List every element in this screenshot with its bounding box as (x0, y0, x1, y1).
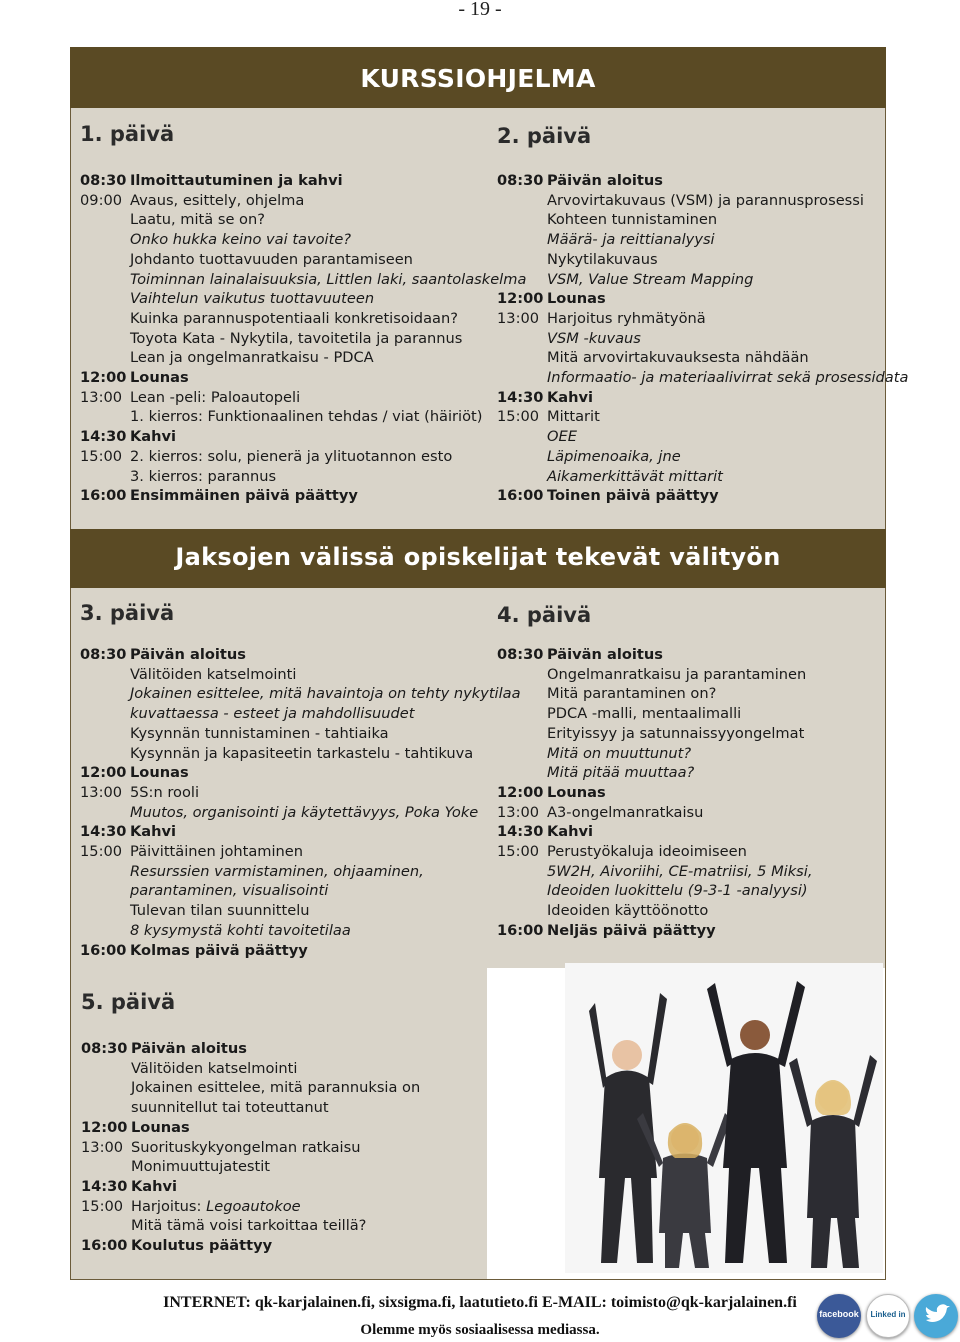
schedule-row (81, 1138, 420, 1158)
schedule-row (81, 1197, 420, 1217)
schedule-text: Päivän aloitus (547, 172, 663, 189)
schedule-text: suunnitellut tai toteuttanut (131, 1099, 329, 1117)
schedule-row (80, 921, 521, 941)
schedule-time: 14:30 (497, 388, 544, 406)
schedule-row (80, 486, 526, 506)
schedule-time (80, 665, 130, 685)
schedule-row (81, 1039, 420, 1059)
footer-contact: INTERNET: qk-karjalainen.fi, sixsigma.fi, laatutieto.fi E-MAIL: toimisto@qk-karjalainen.fi (163, 1294, 797, 1311)
schedule-row (497, 467, 908, 487)
day-2-schedule (497, 171, 908, 506)
schedule-row (80, 901, 521, 921)
schedule-row (81, 1177, 420, 1197)
schedule-time: 13:00 (497, 803, 540, 821)
schedule-row (80, 210, 526, 230)
schedule-time (80, 921, 130, 941)
schedule-text: Kysynnän tunnistaminen - tahtiaika (130, 724, 389, 742)
schedule-row (81, 1118, 420, 1138)
schedule-text: Mitä tämä voisi tarkoittaa teillä? (131, 1217, 367, 1235)
schedule-text: Kahvi (547, 388, 594, 406)
schedule-row (80, 842, 521, 862)
schedule-time: 16:00 (80, 941, 127, 959)
schedule-time: 08:30 (81, 1040, 128, 1057)
schedule-text: Ongelmanratkaisu ja parantaminen (547, 665, 807, 683)
schedule-row (80, 803, 521, 823)
linkedin-icon[interactable] (866, 1294, 910, 1338)
schedule-text: Aikamerkittävät mittarit (547, 467, 723, 485)
day-2-title: 2. päivä (497, 124, 592, 148)
schedule-text: Toinen päivä päättyy (547, 487, 719, 505)
schedule-time (80, 329, 130, 349)
facebook-icon[interactable] (817, 1294, 861, 1338)
day-5-schedule (81, 1039, 420, 1256)
schedule-time (80, 901, 130, 921)
schedule-row (497, 665, 812, 685)
schedule-time (497, 684, 547, 704)
schedule-text: Päivän aloitus (130, 646, 246, 663)
schedule-text: Avaus, esittely, ohjelma (130, 191, 305, 209)
schedule-time: 14:30 (80, 823, 127, 841)
schedule-row (497, 901, 812, 921)
schedule-row (80, 862, 521, 882)
schedule-text: Mitä arvovirtakuvauksesta nähdään (547, 349, 809, 367)
schedule-text: parantaminen, visualisointi (130, 882, 329, 900)
schedule-time: 16:00 (497, 487, 544, 505)
schedule-time: 15:00 (497, 408, 540, 426)
schedule-time (497, 230, 547, 250)
schedule-row (497, 763, 812, 783)
interim-banner: Jaksojen välissä opiskelijat tekevät välityön (70, 529, 886, 588)
schedule-row (497, 822, 812, 842)
schedule-time: 14:30 (80, 428, 127, 446)
schedule-row (497, 744, 812, 764)
schedule-row (80, 684, 521, 704)
schedule-time: 16:00 (497, 921, 544, 939)
schedule-text: VSM -kuvaus (547, 329, 641, 347)
facebook-icon-label: facebook (819, 1309, 859, 1319)
schedule-text: Lounas (131, 1118, 190, 1136)
schedule-row (497, 704, 812, 724)
schedule-row (497, 783, 812, 803)
schedule-time (80, 724, 130, 744)
schedule-text: Lounas (547, 290, 606, 308)
schedule-text-italic: Legoautokoe (206, 1197, 301, 1215)
schedule-row (497, 724, 812, 744)
schedule-text: Ensimmäinen päivä päättyy (130, 487, 358, 505)
schedule-text: Jokainen esittelee, mitä havaintoja on tehty nykytilaa (130, 685, 521, 703)
schedule-text: Nykytilakuvaus (547, 250, 658, 268)
schedule-row (497, 921, 812, 941)
schedule-row (80, 230, 526, 250)
schedule-time (80, 309, 130, 329)
schedule-time (497, 210, 547, 230)
schedule-text: Välitöiden katselmointi (131, 1059, 298, 1077)
schedule-text-plain: Harjoitus: (131, 1197, 207, 1215)
schedule-row (81, 1216, 420, 1236)
twitter-bird-glyph (914, 1294, 958, 1338)
schedule-time (80, 407, 130, 427)
day-5-title: 5. päivä (81, 990, 176, 1014)
schedule-row (497, 684, 812, 704)
schedule-text: Määrä- ja reittianalyysi (547, 231, 715, 249)
schedule-row (80, 270, 526, 290)
schedule-row (497, 309, 908, 329)
schedule-row (80, 763, 521, 783)
schedule-time: 08:30 (497, 172, 544, 189)
schedule-row (80, 191, 526, 211)
schedule-time (81, 1157, 131, 1177)
schedule-text: 1. kierros: Funktionaalinen tehdas / viat (häiriöt) (130, 408, 483, 426)
schedule-row (80, 724, 521, 744)
schedule-text: Läpimenoaika, jne (547, 447, 681, 465)
day-4-schedule (497, 645, 812, 941)
schedule-time: 12:00 (497, 290, 544, 308)
schedule-time: 13:00 (80, 783, 123, 801)
schedule-row (80, 645, 521, 665)
schedule-row (80, 388, 526, 408)
schedule-time (497, 901, 547, 921)
schedule-time (497, 427, 547, 447)
schedule-row (81, 1157, 420, 1177)
schedule-row (497, 842, 812, 862)
schedule-row (80, 171, 526, 191)
schedule-time (80, 467, 130, 487)
schedule-row (497, 368, 908, 388)
schedule-text: Muutos, organisointi ja käytettävyys, Poka Yoke (130, 803, 479, 821)
schedule-text: A3-ongelmanratkaisu (547, 803, 704, 821)
schedule-text: 8 kysymystä kohti tavoitetilaa (130, 921, 351, 939)
schedule-time (497, 250, 547, 270)
schedule-text: Onko hukka keino vai tavoite? (130, 231, 352, 249)
schedule-time (80, 704, 130, 724)
schedule-row (81, 1078, 420, 1098)
schedule-row (80, 783, 521, 803)
schedule-time (81, 1059, 131, 1079)
schedule-row (497, 250, 908, 270)
schedule-row (80, 744, 521, 764)
schedule-time (497, 270, 547, 290)
schedule-text: PDCA -malli, mentaalimalli (547, 705, 742, 723)
schedule-row (497, 447, 908, 467)
schedule-text: Neljäs päivä päättyy (547, 921, 716, 939)
header-banner: KURSSIOHJELMA (70, 47, 886, 108)
schedule-row (80, 289, 526, 309)
schedule-row (497, 210, 908, 230)
schedule-time (497, 447, 547, 467)
schedule-text: 5S:n rooli (130, 783, 199, 801)
schedule-row (81, 1236, 420, 1256)
schedule-time (497, 348, 547, 368)
schedule-row (497, 881, 812, 901)
schedule-row (497, 348, 908, 368)
schedule-text: Informaatio- ja materiaalivirrat sekä prosessidata (547, 369, 909, 387)
schedule-row (80, 941, 521, 961)
schedule-row (80, 368, 526, 388)
schedule-time: 13:00 (80, 388, 123, 406)
schedule-time (497, 704, 547, 724)
schedule-text: Arvovirtakuvaus (VSM) ja parannusprosessi (547, 191, 864, 209)
schedule-text: Ideoiden käyttöönotto (547, 902, 709, 920)
schedule-text: Monimuuttujatestit (131, 1158, 271, 1176)
schedule-row (80, 309, 526, 329)
schedule-text: Lounas (130, 764, 189, 782)
day-3-title: 3. päivä (80, 601, 175, 625)
schedule-time: 16:00 (81, 1237, 128, 1255)
linkedin-icon-label: Linked in (870, 1310, 906, 1319)
schedule-time (81, 1216, 131, 1236)
schedule-text: Kahvi (130, 823, 177, 841)
schedule-text: Lean -peli: Paloautopeli (130, 388, 301, 406)
footer-social-text: Olemme myös sosiaalisessa mediassa. (360, 1322, 600, 1338)
schedule-text: Perustyökaluja ideoimiseen (547, 843, 747, 861)
schedule-row (497, 407, 908, 427)
schedule-time (497, 881, 547, 901)
schedule-row (497, 803, 812, 823)
schedule-text: Harjoitus ryhmätyönä (547, 309, 706, 327)
schedule-text: Kolmas päivä päättyy (130, 941, 308, 959)
schedule-row (80, 665, 521, 685)
schedule-time (497, 467, 547, 487)
schedule-row (80, 329, 526, 349)
schedule-text: Laatu, mitä se on? (130, 211, 265, 229)
schedule-time: 13:00 (81, 1138, 124, 1156)
schedule-text: Toyota Kata - Nykytila, tavoitetila ja parannus (130, 329, 463, 347)
schedule-text: Lounas (547, 783, 606, 801)
schedule-text: Mitä pitää muuttaa? (547, 764, 695, 782)
schedule-text: Jokainen esittelee, mitä parannuksia on (131, 1079, 421, 1097)
schedule-row (497, 427, 908, 447)
schedule-text: Koulutus päättyy (131, 1237, 273, 1255)
twitter-icon[interactable] (914, 1294, 958, 1338)
schedule-time: 12:00 (80, 764, 127, 782)
schedule-text: Vaihtelun vaikutus tuottavuuteen (130, 290, 375, 308)
schedule-text: Lean ja ongelmanratkaisu - PDCA (130, 349, 374, 367)
schedule-text: Johdanto tuottavuuden parantamiseen (130, 250, 413, 268)
schedule-time: 16:00 (80, 487, 127, 505)
schedule-row (80, 822, 521, 842)
schedule-time (497, 368, 547, 388)
schedule-text: 2. kierros: solu, pienerä ja ylituotannon esto (130, 447, 453, 465)
schedule-text: Tulevan tilan suunnittelu (130, 902, 310, 920)
schedule-time (497, 329, 547, 349)
schedule-time (80, 270, 130, 290)
schedule-row (80, 447, 526, 467)
schedule-time (497, 191, 547, 211)
schedule-time (80, 881, 130, 901)
schedule-time (497, 862, 547, 882)
schedule-text: Ideoiden luokittelu (9-3-1 -analyysi) (547, 882, 808, 900)
schedule-text: Erityissyy ja satunnaissyyongelmat (547, 724, 805, 742)
schedule-row (81, 1098, 420, 1118)
celebrating-people-photo (565, 963, 883, 1273)
schedule-text: OEE (547, 428, 577, 446)
schedule-time (497, 744, 547, 764)
schedule-text (131, 1197, 301, 1217)
schedule-text: Resurssien varmistaminen, ohjaaminen, (130, 862, 424, 880)
schedule-time (80, 250, 130, 270)
schedule-row (497, 171, 908, 191)
schedule-time: 08:30 (80, 646, 127, 663)
schedule-text: Kysynnän ja kapasiteetin tarkastelu - tahtikuva (130, 744, 474, 762)
schedule-row (497, 289, 908, 309)
schedule-text: Päivittäinen johtaminen (130, 843, 304, 861)
schedule-text: Toiminnan lainalaisuuksia, Littlen laki, saantolaskelma (130, 270, 527, 288)
schedule-time: 08:30 (497, 646, 544, 663)
schedule-time: 15:00 (81, 1197, 124, 1215)
schedule-row (80, 407, 526, 427)
schedule-time (497, 665, 547, 685)
schedule-time (81, 1078, 131, 1098)
schedule-text: Mittarit (547, 408, 600, 426)
schedule-time: 13:00 (497, 309, 540, 327)
schedule-row (497, 645, 812, 665)
schedule-text: kuvattaessa - esteet ja mahdollisuudet (130, 705, 415, 723)
schedule-row (80, 704, 521, 724)
schedule-row (497, 862, 812, 882)
schedule-text: Ilmoittautuminen ja kahvi (130, 172, 343, 189)
schedule-text: Mitä parantaminen on? (547, 685, 717, 703)
schedule-time (80, 684, 130, 704)
schedule-time (497, 724, 547, 744)
schedule-time (497, 763, 547, 783)
schedule-text: Välitöiden katselmointi (130, 665, 297, 683)
schedule-text: Kahvi (131, 1177, 178, 1195)
schedule-time: 14:30 (497, 823, 544, 841)
schedule-time: 15:00 (80, 843, 123, 861)
schedule-time (80, 210, 130, 230)
schedule-time: 12:00 (497, 783, 544, 801)
schedule-time: 15:00 (497, 843, 540, 861)
schedule-time (80, 230, 130, 250)
schedule-text: Päivän aloitus (131, 1040, 247, 1057)
day-4-title: 4. päivä (497, 603, 592, 627)
schedule-text: Kahvi (130, 428, 177, 446)
schedule-time: 12:00 (80, 369, 127, 387)
schedule-row (80, 427, 526, 447)
schedule-row (497, 388, 908, 408)
schedule-time (80, 744, 130, 764)
schedule-time (80, 289, 130, 309)
schedule-text: 3. kierros: parannus (130, 467, 277, 485)
schedule-text: Mitä on muuttunut? (547, 744, 692, 762)
schedule-row (80, 881, 521, 901)
day-1-schedule (80, 171, 526, 506)
day-1-title: 1. päivä (80, 122, 175, 146)
schedule-text: Päivän aloitus (547, 646, 663, 663)
person-head (612, 1040, 642, 1070)
schedule-row (81, 1059, 420, 1079)
day-3-schedule (80, 645, 521, 960)
schedule-text: Kahvi (547, 823, 594, 841)
schedule-time (80, 862, 130, 882)
schedule-row (497, 486, 908, 506)
schedule-time (81, 1098, 131, 1118)
schedule-text: VSM, Value Stream Mapping (547, 270, 754, 288)
schedule-text: Suorituskykyongelman ratkaisu (131, 1138, 361, 1156)
schedule-time: 14:30 (81, 1177, 128, 1195)
schedule-text: Kohteen tunnistaminen (547, 211, 718, 229)
schedule-time (80, 348, 130, 368)
schedule-row (80, 250, 526, 270)
person-head (740, 1020, 770, 1050)
schedule-row (80, 467, 526, 487)
schedule-time: 15:00 (80, 447, 123, 465)
schedule-time: 09:00 (80, 191, 123, 209)
schedule-text: Lounas (130, 369, 189, 387)
schedule-row (497, 270, 908, 290)
page-number: - 19 - (458, 0, 502, 20)
schedule-row (80, 348, 526, 368)
schedule-time: 08:30 (80, 172, 127, 189)
schedule-text: Kuinka parannuspotentiaali konkretisoidaan? (130, 309, 458, 327)
schedule-time (80, 803, 130, 823)
schedule-row (497, 191, 908, 211)
schedule-text: 5W2H, Aivoriihi, CE-matriisi, 5 Miksi, (547, 862, 813, 880)
schedule-time: 12:00 (81, 1118, 128, 1136)
schedule-row (497, 230, 908, 250)
schedule-row (497, 329, 908, 349)
